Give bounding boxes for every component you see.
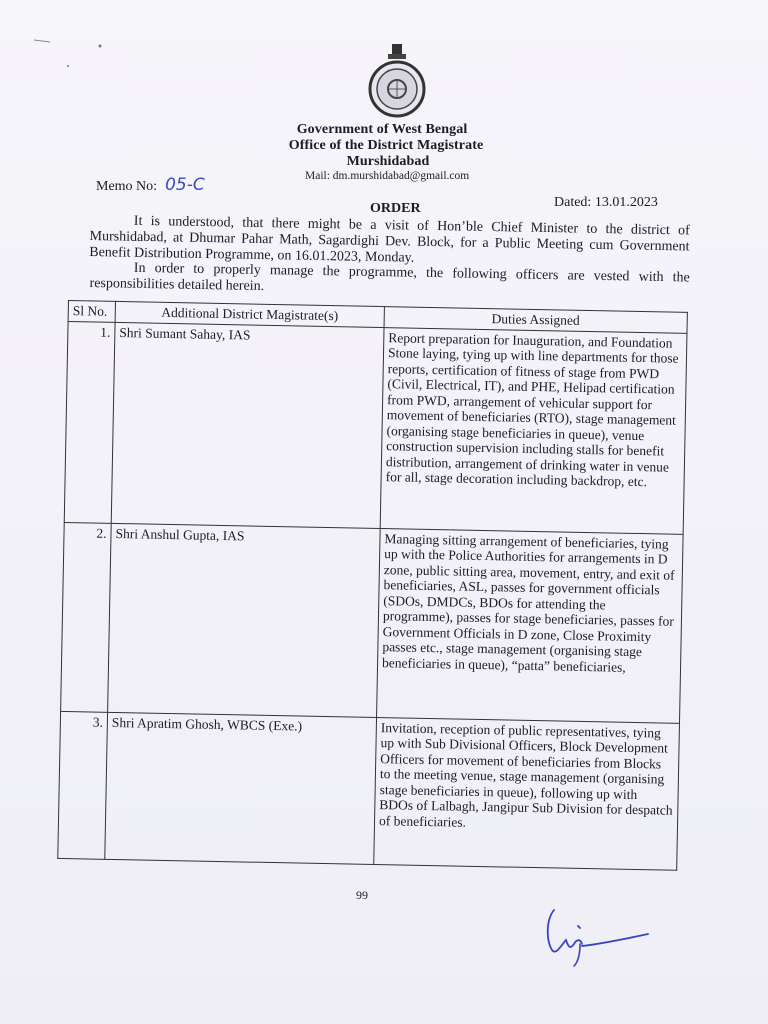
row-serial: 1.: [64, 321, 115, 523]
row-officer: Shri Sumant Sahay, IAS: [111, 322, 384, 528]
row-duties: Managing sitting arrangement of beneficiaries, tying up with the Police Authorities for arrangements in D zone, public sitting area, movement, entry, and exit of beneficiaries, ASL, passes for government officials (SDOs, DMDCs, BDOs for attending the programme), passes for stage beneficiaries, passes for Government Officials in D zone, Close Proximity passes etc., stage management (organising stage beneficiaries in queue), “patta” beneficiaries,: [377, 528, 684, 723]
duties-table: [57, 300, 688, 870]
district-title: Murshidabad: [346, 154, 430, 169]
column-header-duties: Duties Assigned: [384, 307, 687, 333]
duties-table-wrapper: [57, 300, 688, 898]
office-title: Office of the District Magistrate: [288, 138, 484, 153]
government-emblem-icon: [366, 42, 428, 120]
scan-smudge-marks: [30, 30, 130, 80]
date-line: Dated: 13.01.2023: [554, 195, 658, 210]
row-serial: 3.: [58, 711, 108, 859]
row-duties: Invitation, reception of public representatives, tying up with Sub Divisional Officers, Block Development Officers for movement of beneficiaries from Blocks to the meeting venue, stage management (organising stage beneficiaries in queue), following up with BDOs of Lalbagh, Jangipur Sub Division for despatch of beneficiaries.: [374, 717, 680, 870]
table-row: [64, 321, 687, 534]
column-header-officer: Additional District Magistrate(s): [115, 301, 384, 327]
intro-paragraph: It is understood, that there might be a visit of Hon’ble Chief Minister to the district of Murshidabad, at Dhumar Pahar Math, Sagardighi Dev. Block, for a Public Meeting cum Government Benefit Distribution Programme, on 16.01.2023, Monday.: [89, 213, 690, 266]
responsibility-paragraph: In order to properly manage the programme, the following officers are vested with the responsibilities detailed herein.: [89, 260, 690, 295]
row-officer: Shri Apratim Ghosh, WBCS (Exe.): [105, 712, 377, 864]
row-serial: 2.: [61, 522, 112, 712]
row-officer: Shri Anshul Gupta, IAS: [108, 523, 381, 717]
signature-mark: [540, 900, 660, 970]
page-number: 99: [356, 888, 368, 902]
table-row: [61, 522, 684, 723]
column-header-sl: Sl No.: [68, 301, 115, 322]
row-duties: Report preparation for Inauguration, and Foundation Stone laying, tying up with line departments for those reports, certification of fitness of stage from PWD (Civil, Electrical, IT), and PHE, Helipad certification from PWD, arrangement of vehicular support for movement of beneficiaries (RTO), stage management (organising stage beneficiaries in queue), venue construction supervision including stalls for benefit distribution, arrangement of drinking water in venue for all, stage decoration including backdrop, etc.: [380, 327, 687, 534]
memo-line: [96, 175, 205, 195]
order-heading: ORDER: [370, 201, 421, 216]
memo-number: 05-C: [165, 175, 205, 195]
government-title: Government of West Bengal: [296, 122, 468, 137]
email-address: Mail: dm.murshidabad@gmail.com: [305, 170, 470, 182]
table-row: [58, 711, 680, 870]
memo-label: Memo No:: [96, 179, 158, 194]
